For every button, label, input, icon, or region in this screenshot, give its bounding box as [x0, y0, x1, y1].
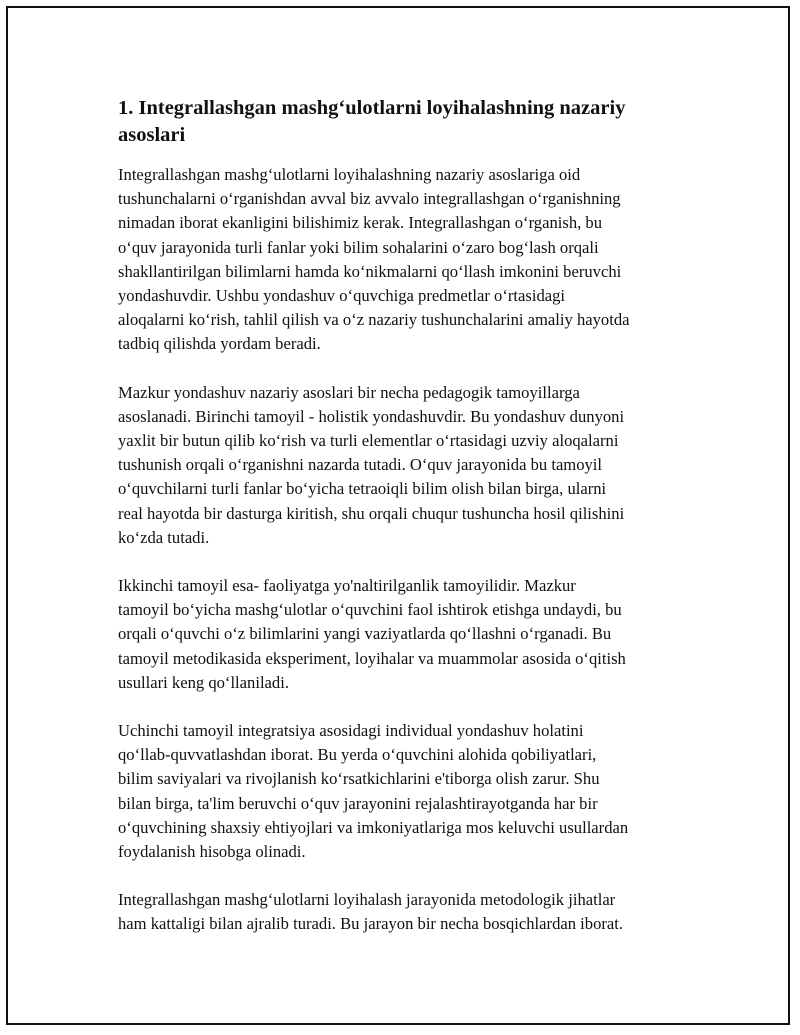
heading-line: asoslari: [118, 124, 186, 146]
paragraph-line: tushunish orqali o‘rganishni nazarda tutadi. O‘quv jarayonida bu tamoyil: [118, 455, 603, 475]
paragraph-line: foydalanish hisobga olinadi.: [118, 842, 306, 862]
paragraph-line: o‘quvchilarni turli fanlar bo‘yicha tetraoiqli bilim olish bilan birga, ularni: [118, 479, 607, 499]
paragraph-line: tushunchalarni o‘rganishdan avval biz avvalo integrallashgan o‘rganishning: [118, 189, 621, 209]
paragraph-line: o‘quv jarayonida turli fanlar yoki bilim sohalarini o‘zaro bog‘lash orqali: [118, 237, 599, 257]
paragraph-2: [118, 381, 693, 550]
paragraph-line: Integrallashgan mashg‘ulotlarni loyihalash jarayonida metodologik jihatlar: [118, 890, 616, 910]
paragraph-3: [118, 574, 693, 695]
paragraph-line: bilan birga, ta'lim beruvchi o‘quv jarayonini rejalashtirayotganda har bir: [118, 793, 598, 813]
paragraph-line: asoslanadi. Birinchi tamoyil - holistik yondashuvdir. Bu yondashuv dunyoni: [118, 406, 625, 426]
paragraph-line: yaxlit bir butun qilib ko‘rish va turli elementlar o‘rtasidagi uzviy aloqalarni: [118, 431, 619, 451]
paragraph-line: tamoyil bo‘yicha mashg‘ulotlar o‘quvchini faol ishtirok etishga undaydi, bu: [118, 600, 622, 620]
paragraph-line: orqali o‘quvchi o‘z bilimlarini yangi vaziyatlarda qo‘llashni o‘rganadi. Bu: [118, 624, 612, 644]
paragraph-line: ham kattaligi bilan ajralib turadi. Bu jarayon bir necha bosqichlardan iborat.: [118, 914, 624, 934]
paragraph-line: bilim saviyalari va rivojlanish ko‘rsatkichlarini e'tiborga olish zarur. Shu: [118, 769, 600, 789]
paragraph-line: Uchinchi tamoyil integratsiya asosidagi individual yondashuv holatini: [118, 721, 584, 741]
paragraph-line: Ikkinchi tamoyil esa- faoliyatga yo'naltirilganlik tamoyilidir. Mazkur: [118, 576, 576, 596]
paragraph-line: shakllantirilgan bilimlarni hamda ko‘nikmalarni qo‘llash imkonini beruvchi: [118, 261, 622, 281]
paragraph-line: o‘quvchining shaxsiy ehtiyojlari va imkoniyatlariga mos keluvchi usullardan: [118, 817, 629, 837]
paragraph-4: [118, 719, 693, 864]
document-body: [118, 95, 693, 961]
heading-line: 1. Integrallashgan mashg‘ulotlarni loyihalashning nazariy: [118, 97, 626, 119]
paragraph-line: yondashuvdir. Ushbu yondashuv o‘quvchiga predmetlar o‘rtasidagi: [118, 286, 566, 306]
paragraph-line: tadbiq qilishda yordam beradi.: [118, 334, 321, 354]
paragraph-5: [118, 888, 693, 936]
paragraph-line: tamoyil metodikasida eksperiment, loyihalar va muammolar asosida o‘qitish: [118, 648, 626, 668]
paragraph-line: Mazkur yondashuv nazariy asoslari bir necha pedagogik tamoyillarga: [118, 382, 580, 402]
section-heading: [118, 95, 693, 149]
paragraph-1: [118, 163, 693, 357]
paragraph-line: nimadan iborat ekanligini bilishimiz kerak. Integrallashgan o‘rganish, bu: [118, 213, 603, 233]
paragraph-line: aloqalarni ko‘rish, tahlil qilish va o‘z nazariy tushunchalarini amaliy hayotda: [118, 310, 630, 330]
paragraph-line: usullari keng qo‘llaniladi.: [118, 672, 289, 692]
paragraph-line: qo‘llab-quvvatlashdan iborat. Bu yerda o‘quvchini alohida qobiliyatlari,: [118, 745, 597, 765]
paragraph-line: Integrallashgan mashg‘ulotlarni loyihalashning nazariy asoslariga oid: [118, 165, 581, 184]
paragraph-line: ko‘zda tutadi.: [118, 527, 210, 547]
paragraph-line: real hayotda bir dasturga kiritish, shu orqali chuqur tushuncha hosil qilishini: [118, 503, 625, 523]
